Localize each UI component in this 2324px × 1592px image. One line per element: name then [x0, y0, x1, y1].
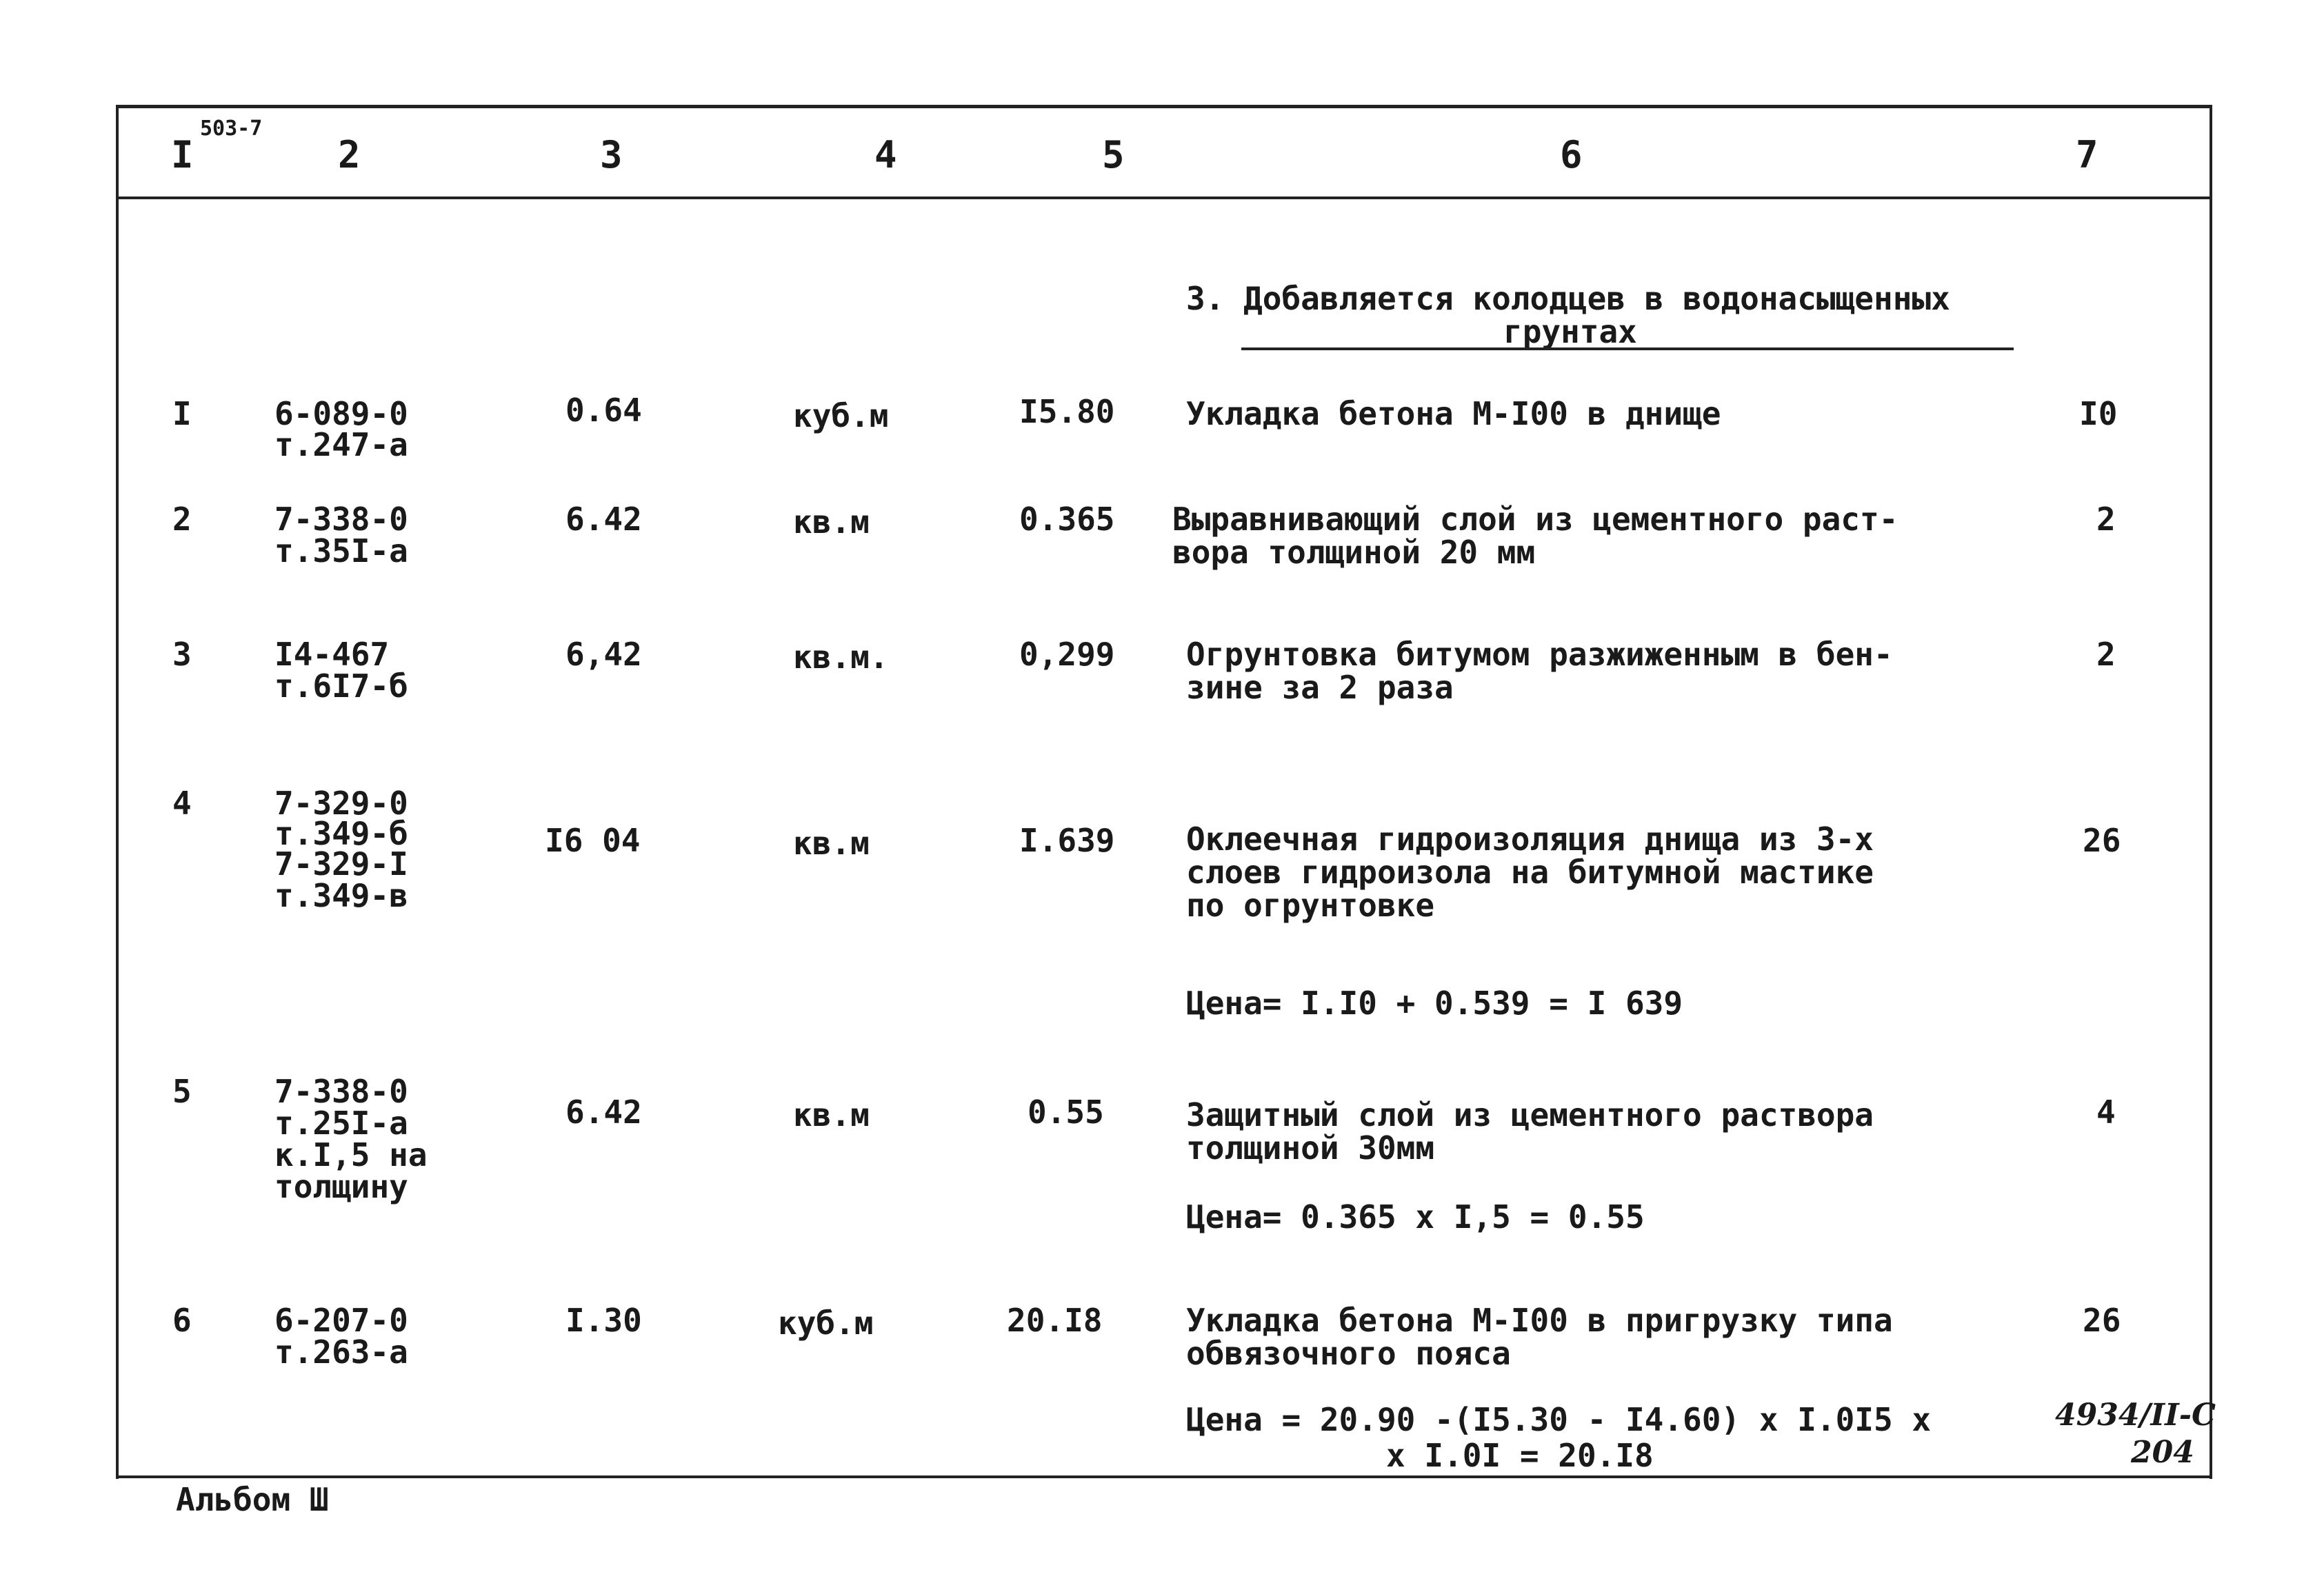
column-header-6: 6 [1560, 133, 1583, 177]
row-description: вора толщиной 20 мм [1172, 534, 1536, 571]
row-col7: 2 [2096, 501, 2116, 538]
row-description: толщиной 30мм [1186, 1129, 1435, 1167]
row-code: 7-329-0 [274, 785, 408, 822]
bottom-rule [116, 1475, 2212, 1478]
section-title-underline [1241, 347, 2014, 350]
row-price: 20.I8 [1007, 1302, 1103, 1339]
row-col7: I0 [2079, 395, 2118, 432]
row-price-formula: Цена = 20.90 -(I5.30 - I4.60) х I.0I5 х [1186, 1401, 1932, 1438]
row-description: обвязочного пояса [1186, 1335, 1511, 1372]
row-price: I.639 [1019, 822, 1115, 859]
row-description: Укладка бетона М-I00 в днище [1186, 395, 1721, 432]
row-description: Выравнивающий слой из цементного раст- [1172, 501, 1899, 538]
row-code: т.25I-а [274, 1105, 408, 1142]
album-label: Альбом Ш [176, 1481, 329, 1518]
stamp-number: 503-7 [200, 117, 263, 141]
row-quantity: 6.42 [565, 1094, 642, 1131]
document-number-underline [2055, 1475, 2200, 1478]
column-header-5: 5 [1102, 133, 1125, 177]
row-number: 3 [172, 636, 192, 673]
row-code: 6-207-0 [274, 1302, 408, 1339]
row-code: т.247-а [274, 426, 408, 463]
row-price: 0,299 [1019, 636, 1115, 673]
section-title-line1: 3. Добавляется колодцев в водонасыщенных [1186, 280, 1950, 317]
row-quantity: 6.42 [565, 501, 642, 538]
column-header-1: I [171, 133, 194, 177]
row-code: 7-329-I [274, 845, 408, 883]
row-description: Оклеечная гидроизоляция днища из 3-х [1186, 820, 1874, 858]
row-quantity: 6,42 [565, 636, 642, 673]
row-price: 0.365 [1019, 501, 1115, 538]
row-unit: куб.м [793, 397, 889, 434]
row-description: зине за 2 раза [1186, 669, 1454, 706]
row-unit: кв.м. [793, 638, 889, 676]
row-code: т.263-а [274, 1333, 408, 1371]
column-header-7: 7 [2076, 133, 2098, 177]
row-description: Защитный слой из цементного раствора [1186, 1096, 1874, 1133]
row-code: т.35I-а [274, 532, 408, 570]
row-code: т.349-в [274, 877, 408, 914]
row-quantity: I6 04 [545, 822, 641, 859]
row-unit: кв.м [793, 1096, 870, 1133]
row-description: по огрунтовке [1186, 887, 1435, 924]
row-price: I5.80 [1019, 393, 1115, 430]
row-code: к.I,5 на [274, 1136, 428, 1173]
row-price-formula: Цена= 0.365 х I,5 = 0.55 [1186, 1198, 1645, 1236]
row-price: 0.55 [1028, 1094, 1104, 1131]
row-code: толщину [274, 1168, 408, 1205]
row-code: I4-467 [274, 636, 390, 673]
column-header-4: 4 [874, 133, 897, 177]
row-quantity: 0.64 [565, 392, 642, 429]
row-price-formula: Цена= I.I0 + 0.539 = I 639 [1186, 985, 1683, 1022]
header-rule [116, 197, 2210, 199]
row-number: 4 [172, 785, 192, 822]
row-col7: 2 [2096, 636, 2116, 673]
row-description: Укладка бетона М-I00 в пригрузку типа [1186, 1302, 1893, 1339]
row-col7: 4 [2096, 1094, 2116, 1131]
row-number: 6 [172, 1302, 192, 1339]
row-code: 7-338-0 [274, 1073, 408, 1110]
row-code: 6-089-0 [274, 395, 408, 432]
row-number: 2 [172, 501, 192, 538]
column-header-3: 3 [600, 133, 623, 177]
row-number: I [172, 395, 192, 432]
document-number: 4934/II-С [2055, 1398, 2216, 1433]
row-col7: 26 [2083, 1302, 2121, 1339]
row-col7: 26 [2083, 822, 2121, 859]
row-code: т.6I7-б [274, 667, 408, 705]
row-unit: куб.м [778, 1304, 874, 1342]
row-quantity: I.30 [565, 1302, 642, 1339]
section-title-line2: грунтах [1503, 313, 1637, 350]
row-description: слоев гидроизола на битумной мастике [1186, 854, 1874, 891]
row-unit: кв.м [793, 825, 870, 862]
row-description: Огрунтовка битумом разжиженным в бен- [1186, 636, 1893, 673]
column-header-2: 2 [338, 133, 361, 177]
row-code: 7-338-0 [274, 501, 408, 538]
row-code: т.349-б [274, 815, 408, 852]
row-unit: кв.м [793, 503, 870, 541]
row-number: 5 [172, 1073, 192, 1110]
document-page-number: 204 [2131, 1435, 2194, 1470]
row-price-formula: х I.0I = 20.I8 [1386, 1437, 1654, 1474]
